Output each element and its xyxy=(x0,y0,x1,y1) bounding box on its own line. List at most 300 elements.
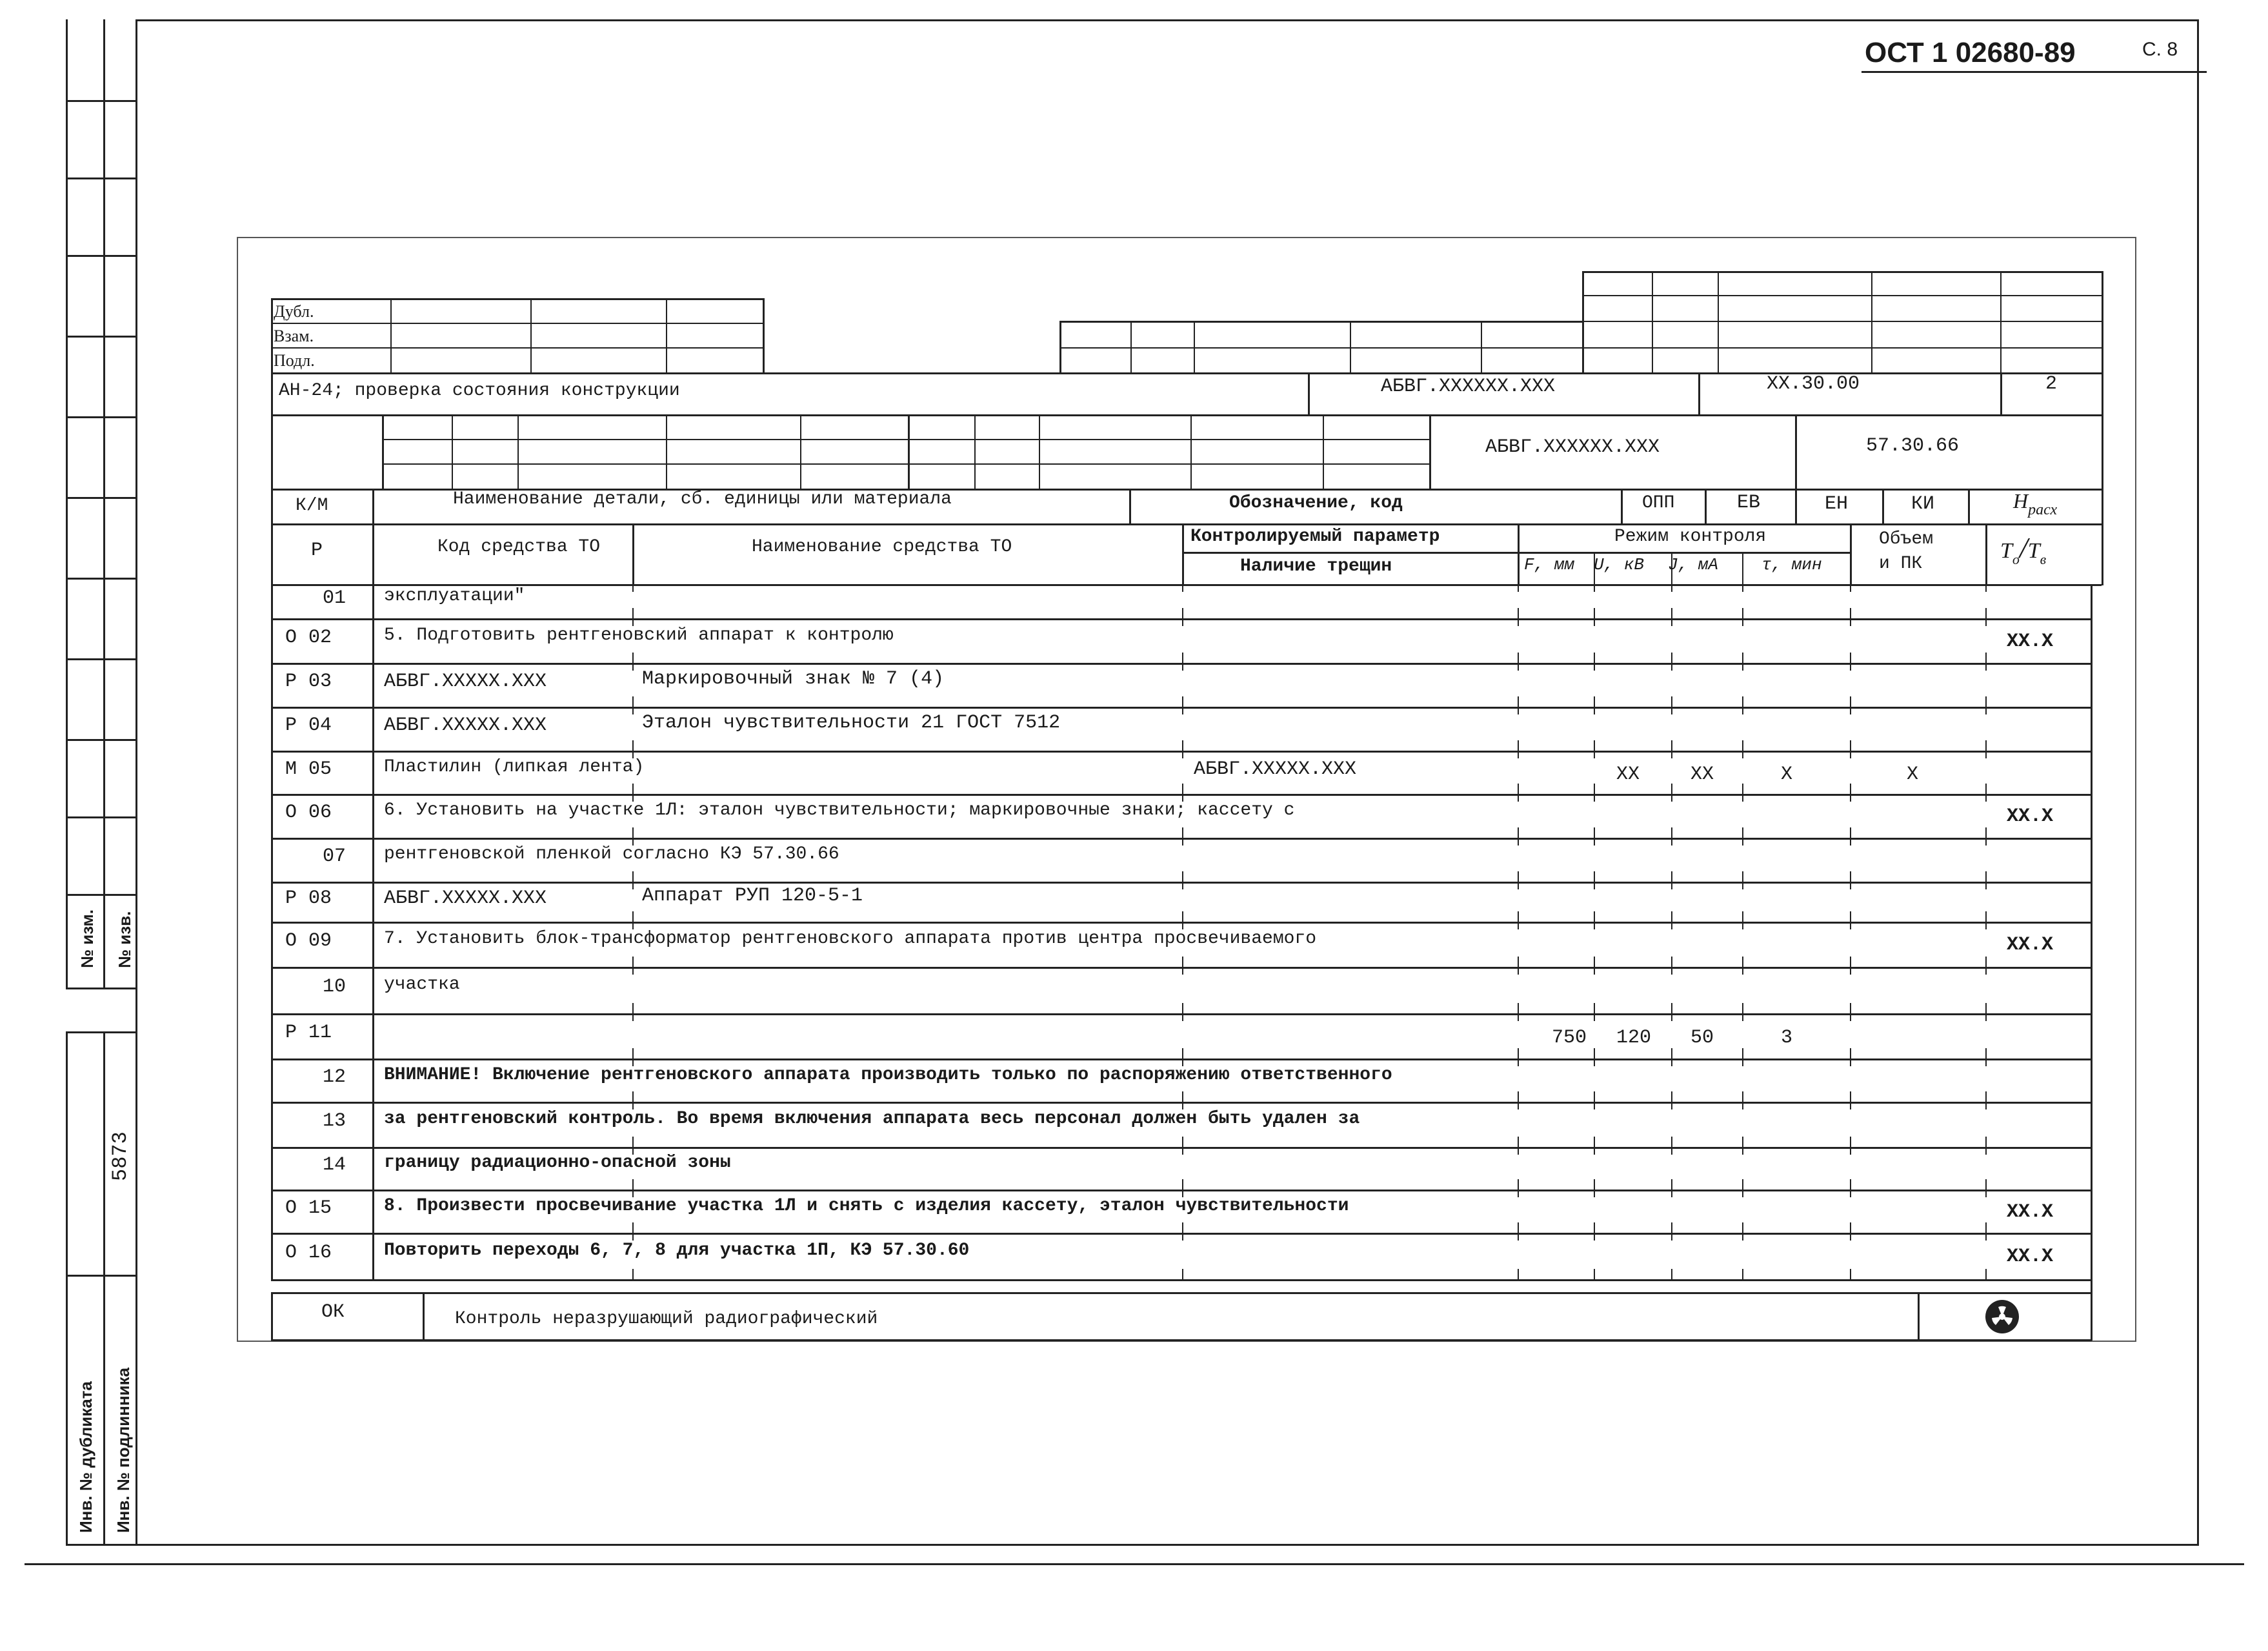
n-subscript: расх xyxy=(2028,501,2058,518)
column-tick xyxy=(1182,871,1183,882)
column-tick xyxy=(1742,784,1743,794)
row-label: О 09 xyxy=(285,930,332,952)
column-tick xyxy=(1594,1233,1595,1241)
column-tick xyxy=(1594,1190,1595,1197)
column-tick xyxy=(1742,922,1743,929)
column-tick xyxy=(1671,1048,1672,1058)
column-tick xyxy=(1594,1003,1595,1013)
column-tick xyxy=(1182,751,1183,758)
grid-line xyxy=(271,584,273,1279)
row-time: XX.X xyxy=(2007,805,2054,827)
grid-line xyxy=(271,751,2091,753)
header-volume-1: Объем xyxy=(1879,529,1934,549)
column-tick xyxy=(1182,1222,1183,1233)
column-tick xyxy=(1850,1179,1851,1190)
header-to-name: Наименование средства ТО xyxy=(752,537,1012,557)
grid-line xyxy=(2091,1279,2092,1341)
column-tick xyxy=(1742,751,1743,758)
header-detail-name: Наименование детали, сб. единицы или материала xyxy=(453,489,952,509)
grid-line xyxy=(423,1292,425,1339)
column-tick xyxy=(1671,1222,1672,1233)
header-ev: ЕВ xyxy=(1737,492,1761,514)
column-tick xyxy=(1594,653,1595,663)
column-tick xyxy=(632,1048,634,1058)
grid-line xyxy=(271,1292,2092,1294)
column-tick xyxy=(1850,608,1851,618)
column-tick xyxy=(1518,1147,1519,1155)
doc-code-2: АБВГ.XXXXXX.XXX xyxy=(1485,436,1660,458)
column-tick xyxy=(1742,871,1743,882)
column-tick xyxy=(1850,911,1851,922)
column-tick xyxy=(1850,1222,1851,1233)
column-tick xyxy=(1182,618,1183,626)
row-text: участка xyxy=(384,975,460,995)
column-tick xyxy=(1594,740,1595,751)
column-tick xyxy=(1742,1048,1743,1058)
column-tick xyxy=(1182,707,1183,714)
grid-line xyxy=(271,922,2091,924)
column-tick xyxy=(1850,1190,1851,1197)
row-text: эксплуатации" xyxy=(384,586,525,606)
column-tick xyxy=(1742,794,1743,802)
column-tick xyxy=(1518,1013,1519,1021)
doc-code-1: АБВГ.XXXXXX.XXX xyxy=(1381,376,1556,398)
column-tick xyxy=(1985,1058,1987,1066)
column-tick xyxy=(1850,1058,1851,1066)
column-tick xyxy=(1742,1179,1743,1190)
row-time: XX.X xyxy=(2007,1246,2054,1268)
column-tick xyxy=(1671,1137,1672,1147)
column-tick xyxy=(1594,1179,1595,1190)
column-tick xyxy=(632,827,634,838)
grid-line xyxy=(271,1102,2091,1104)
column-tick xyxy=(632,1091,634,1102)
column-tick xyxy=(1985,1102,1987,1109)
card-title: АН-24; проверка состояния конструкции xyxy=(279,381,680,401)
column-tick xyxy=(1594,707,1595,714)
column-tick xyxy=(632,1179,634,1190)
column-tick xyxy=(1671,696,1672,707)
column-tick xyxy=(632,967,634,975)
column-tick xyxy=(1742,1137,1743,1147)
column-tick xyxy=(1985,1233,1987,1241)
column-tick xyxy=(1985,1190,1987,1197)
row-time: XX.X xyxy=(2007,934,2054,956)
column-tick xyxy=(1850,618,1851,626)
column-tick xyxy=(1594,1222,1595,1233)
column-tick xyxy=(632,608,634,618)
column-tick xyxy=(1182,838,1183,846)
column-tick xyxy=(1742,1233,1743,1241)
header-en: ЕН xyxy=(1825,493,1849,515)
column-tick xyxy=(1594,1048,1595,1058)
column-tick xyxy=(1182,1013,1183,1021)
grid-line xyxy=(372,584,374,1279)
column-tick xyxy=(1594,871,1595,882)
row-volume: X xyxy=(1907,764,1919,785)
footer-ok: ОК xyxy=(321,1301,345,1323)
column-tick xyxy=(1518,751,1519,758)
column-tick xyxy=(1985,1091,1987,1102)
column-tick xyxy=(1518,1233,1519,1241)
column-tick xyxy=(1742,1147,1743,1155)
inv-podlinnika-label: Инв. № подлинника xyxy=(114,1367,133,1533)
column-tick xyxy=(632,784,634,794)
grid-line xyxy=(271,663,2091,665)
column-tick xyxy=(1985,1003,1987,1013)
column-tick xyxy=(1671,1013,1672,1021)
column-tick xyxy=(1671,794,1672,802)
column-tick xyxy=(1594,957,1595,967)
column-tick xyxy=(632,653,634,663)
column-tick xyxy=(1742,1222,1743,1233)
column-tick xyxy=(1671,1003,1672,1013)
column-tick xyxy=(1985,707,1987,714)
header-u: U, кВ xyxy=(1594,555,1645,574)
column-tick xyxy=(1182,1147,1183,1155)
column-tick xyxy=(1518,707,1519,714)
column-tick xyxy=(1182,967,1183,975)
column-tick xyxy=(1182,1179,1183,1190)
column-tick xyxy=(1518,663,1519,671)
column-tick xyxy=(1742,707,1743,714)
row-f: 750 xyxy=(1552,1027,1587,1049)
column-tick xyxy=(1594,1269,1595,1279)
column-tick xyxy=(1742,1091,1743,1102)
column-tick xyxy=(1182,1091,1183,1102)
column-tick xyxy=(1985,584,1987,592)
column-tick xyxy=(1985,618,1987,626)
footer-method: Контроль неразрушающий радиографический xyxy=(455,1309,878,1329)
code-2: 57.30.66 xyxy=(1866,435,1960,457)
row-t: 3 xyxy=(1781,1027,1793,1049)
row-text: Пластилин (липкая лента) xyxy=(384,757,645,777)
column-tick xyxy=(1850,882,1851,889)
column-tick xyxy=(1985,740,1987,751)
column-tick xyxy=(1985,922,1987,929)
row-u: 120 xyxy=(1616,1027,1652,1049)
column-tick xyxy=(1850,1102,1851,1109)
column-tick xyxy=(1182,1137,1183,1147)
column-tick xyxy=(1594,827,1595,838)
column-tick xyxy=(1182,696,1183,707)
column-tick xyxy=(1671,827,1672,838)
column-tick xyxy=(1850,1091,1851,1102)
column-tick xyxy=(1182,957,1183,967)
row-text: ВНИМАНИЕ! Включение рентгеновского аппарата производить только по распоряжению ответственного xyxy=(384,1065,1392,1085)
column-tick xyxy=(1518,1190,1519,1197)
row-label: 14 xyxy=(323,1154,346,1176)
column-tick xyxy=(1518,1048,1519,1058)
column-tick xyxy=(1594,1013,1595,1021)
column-tick xyxy=(1742,653,1743,663)
column-tick xyxy=(1985,827,1987,838)
column-tick xyxy=(1985,1179,1987,1190)
row-label: Р 08 xyxy=(285,887,332,909)
column-tick xyxy=(1182,911,1183,922)
grid-line xyxy=(271,618,2091,620)
column-tick xyxy=(1518,827,1519,838)
column-tick xyxy=(1182,584,1183,592)
column-tick xyxy=(1742,911,1743,922)
column-tick xyxy=(1671,922,1672,929)
column-tick xyxy=(1518,911,1519,922)
header-i: J, мА xyxy=(1668,555,1719,574)
row-code: АБВГ.XXXXX.XXX xyxy=(384,671,547,693)
row-text: 6. Установить на участке 1Л: эталон чувствительности; маркировочные знаки; кассету с xyxy=(384,800,1295,820)
sheet-number: 2 xyxy=(2045,373,2058,395)
column-tick xyxy=(632,1013,634,1021)
column-tick xyxy=(1518,838,1519,846)
column-tick xyxy=(1850,1233,1851,1241)
grid-line xyxy=(271,707,2091,709)
header-f: F, мм xyxy=(1524,555,1575,574)
t-letter: Т xyxy=(2000,539,2012,563)
column-tick xyxy=(1671,740,1672,751)
column-tick xyxy=(1671,957,1672,967)
row-label: Р 11 xyxy=(285,1022,332,1044)
row-name: Эталон чувствительности 21 ГОСТ 7512 xyxy=(642,712,1061,734)
column-tick xyxy=(1518,882,1519,889)
column-tick xyxy=(1985,967,1987,975)
column-tick xyxy=(1850,967,1851,975)
column-tick xyxy=(1742,967,1743,975)
row-text: 8. Произвести просвечивание участка 1Л и снять с изделия кассету, эталон чувствительности xyxy=(384,1196,1349,1216)
column-tick xyxy=(1671,1269,1672,1279)
row-label: О 02 xyxy=(285,627,332,649)
column-tick xyxy=(1518,922,1519,929)
column-tick xyxy=(1594,882,1595,889)
header-volume-2: и ПК xyxy=(1879,554,1923,574)
column-tick xyxy=(1985,784,1987,794)
column-tick xyxy=(1850,1013,1851,1021)
standard-number: ОСТ 1 02680-89 xyxy=(1865,37,2076,68)
column-tick xyxy=(1742,1013,1743,1021)
column-tick xyxy=(1518,1222,1519,1233)
column-tick xyxy=(1594,1091,1595,1102)
column-tick xyxy=(1742,584,1743,592)
column-tick xyxy=(1742,1003,1743,1013)
column-tick xyxy=(1985,911,1987,922)
row-i: XX xyxy=(1691,764,1714,785)
column-tick xyxy=(1742,618,1743,626)
grid-line xyxy=(271,1233,2091,1235)
column-tick xyxy=(632,707,634,714)
column-tick xyxy=(1742,1269,1743,1279)
column-tick xyxy=(1850,696,1851,707)
header-param: Контролируемый параметр xyxy=(1190,527,1440,547)
header-km: К/М xyxy=(296,496,328,516)
column-tick xyxy=(1850,784,1851,794)
column-tick xyxy=(1742,838,1743,846)
column-tick xyxy=(632,957,634,967)
inv-dublikata-label: Инв. № дубликата xyxy=(76,1381,95,1533)
column-tick xyxy=(1182,1003,1183,1013)
row-label: О 06 xyxy=(285,802,332,824)
header-to-code: Код средства ТО xyxy=(437,537,601,557)
column-tick xyxy=(1594,922,1595,929)
row-label: 10 xyxy=(323,976,346,998)
column-tick xyxy=(1742,696,1743,707)
column-tick xyxy=(1594,838,1595,846)
grid-line xyxy=(271,1339,2092,1341)
row-label: Р 03 xyxy=(285,671,332,693)
grid-line xyxy=(271,838,2091,840)
vzam-label: Взам. xyxy=(274,327,314,345)
column-tick xyxy=(1850,1003,1851,1013)
column-tick xyxy=(1594,911,1595,922)
column-tick xyxy=(1985,696,1987,707)
dubl-label: Дубл. xyxy=(274,302,314,321)
column-tick xyxy=(1594,1058,1595,1066)
column-tick xyxy=(1518,618,1519,626)
column-tick xyxy=(1985,1269,1987,1279)
column-tick xyxy=(1742,1058,1743,1066)
column-tick xyxy=(1850,1137,1851,1147)
column-tick xyxy=(1671,653,1672,663)
grid-line xyxy=(271,1190,2091,1191)
podl-label: Подл. xyxy=(274,351,315,370)
column-tick xyxy=(1594,663,1595,671)
row-name: Аппарат РУП 120-5-1 xyxy=(642,885,863,907)
column-tick xyxy=(1518,608,1519,618)
column-tick xyxy=(1671,751,1672,758)
column-tick xyxy=(1671,1147,1672,1155)
column-tick xyxy=(1518,967,1519,975)
column-tick xyxy=(1671,871,1672,882)
row-text: 7. Установить блок-трансформатор рентгеновского аппарата против центра просвечиваемого xyxy=(384,929,1317,949)
code-1: XX.30.00 xyxy=(1767,373,1860,395)
to-subscript: о xyxy=(2012,551,2020,567)
column-tick xyxy=(1985,957,1987,967)
no-izm-label: № изм. xyxy=(77,909,97,968)
column-tick xyxy=(1182,1048,1183,1058)
grid-line xyxy=(271,1147,2091,1149)
row-text: границу радиационно-опасной зоны xyxy=(384,1153,731,1173)
column-tick xyxy=(1985,1222,1987,1233)
column-tick xyxy=(1671,1091,1672,1102)
column-tick xyxy=(1182,663,1183,671)
row-text: рентгеновской пленкой согласно КЭ 57.30.66 xyxy=(384,844,839,864)
column-tick xyxy=(1182,653,1183,663)
grid-line xyxy=(2091,584,2092,1279)
row-label: М 05 xyxy=(285,758,332,780)
column-tick xyxy=(1594,1102,1595,1109)
row-time: XX.X xyxy=(2007,1201,2054,1223)
tv-subscript: в xyxy=(2040,551,2047,567)
column-tick xyxy=(1850,871,1851,882)
column-tick xyxy=(1850,663,1851,671)
column-tick xyxy=(1985,871,1987,882)
column-tick xyxy=(1518,1179,1519,1190)
column-tick xyxy=(632,663,634,671)
column-tick xyxy=(1985,751,1987,758)
column-tick xyxy=(1594,794,1595,802)
column-tick xyxy=(1671,1190,1672,1197)
column-tick xyxy=(632,696,634,707)
inventory-number: 5873 xyxy=(108,1131,132,1181)
column-tick xyxy=(1518,871,1519,882)
column-tick xyxy=(1518,1091,1519,1102)
column-tick xyxy=(1671,882,1672,889)
page-number: С. 8 xyxy=(2142,39,2178,60)
row-name: Маркировочный знак № 7 (4) xyxy=(642,668,945,690)
column-tick xyxy=(632,1003,634,1013)
column-tick xyxy=(1742,1102,1743,1109)
column-tick xyxy=(632,1222,634,1233)
column-tick xyxy=(1594,608,1595,618)
column-tick xyxy=(1518,794,1519,802)
column-tick xyxy=(1985,1137,1987,1147)
radiation-icon xyxy=(1984,1299,2020,1335)
grid-line xyxy=(271,1058,2091,1060)
column-tick xyxy=(632,740,634,751)
grid-line xyxy=(1918,1292,1920,1339)
column-tick xyxy=(1985,882,1987,889)
column-tick xyxy=(1594,1147,1595,1155)
column-tick xyxy=(1985,1048,1987,1058)
column-tick xyxy=(1518,584,1519,592)
column-tick xyxy=(1671,911,1672,922)
column-tick xyxy=(1182,608,1183,618)
column-tick xyxy=(1671,784,1672,794)
column-tick xyxy=(1850,1269,1851,1279)
column-tick xyxy=(1671,663,1672,671)
row-i: 50 xyxy=(1691,1027,1714,1049)
row-time: XX.X xyxy=(2007,631,2054,653)
t-letter-2: Т xyxy=(2027,539,2040,563)
column-tick xyxy=(1742,663,1743,671)
row-label: 13 xyxy=(323,1110,346,1132)
column-tick xyxy=(1518,653,1519,663)
column-tick xyxy=(1518,1003,1519,1013)
grid-line xyxy=(271,882,2091,884)
column-tick xyxy=(1850,751,1851,758)
grid-line xyxy=(271,1279,2092,1281)
column-tick xyxy=(1985,608,1987,618)
row-text: 5. Подготовить рентгеновский аппарат к контролю xyxy=(384,625,894,645)
column-tick xyxy=(1742,608,1743,618)
column-tick xyxy=(1850,922,1851,929)
column-tick xyxy=(1182,740,1183,751)
column-tick xyxy=(1671,1102,1672,1109)
column-tick xyxy=(1742,882,1743,889)
column-tick xyxy=(1182,1233,1183,1241)
row-code: АБВГ.XXXXX.XXX xyxy=(384,887,547,909)
column-tick xyxy=(1850,794,1851,802)
column-tick xyxy=(1742,1190,1743,1197)
column-tick xyxy=(1594,751,1595,758)
column-tick xyxy=(632,1269,634,1279)
row-u: XX xyxy=(1616,764,1640,785)
column-tick xyxy=(1850,1048,1851,1058)
column-tick xyxy=(1850,740,1851,751)
n-letter: Н xyxy=(2013,489,2029,512)
row-text: Повторить переходы 6, 7, 8 для участка 1П, КЭ 57.30.60 xyxy=(384,1241,970,1261)
header-ki: КИ xyxy=(1911,493,1935,515)
row-t: X xyxy=(1781,764,1793,785)
row-label: О 15 xyxy=(285,1197,332,1219)
column-tick xyxy=(1850,707,1851,714)
column-tick xyxy=(1594,696,1595,707)
row-designation: АБВГ.XXXXX.XXX xyxy=(1194,758,1357,780)
column-tick xyxy=(632,584,634,592)
column-tick xyxy=(1985,838,1987,846)
column-tick xyxy=(1518,1137,1519,1147)
row-label: Р 04 xyxy=(285,714,332,736)
column-tick xyxy=(1671,838,1672,846)
column-tick xyxy=(632,1137,634,1147)
